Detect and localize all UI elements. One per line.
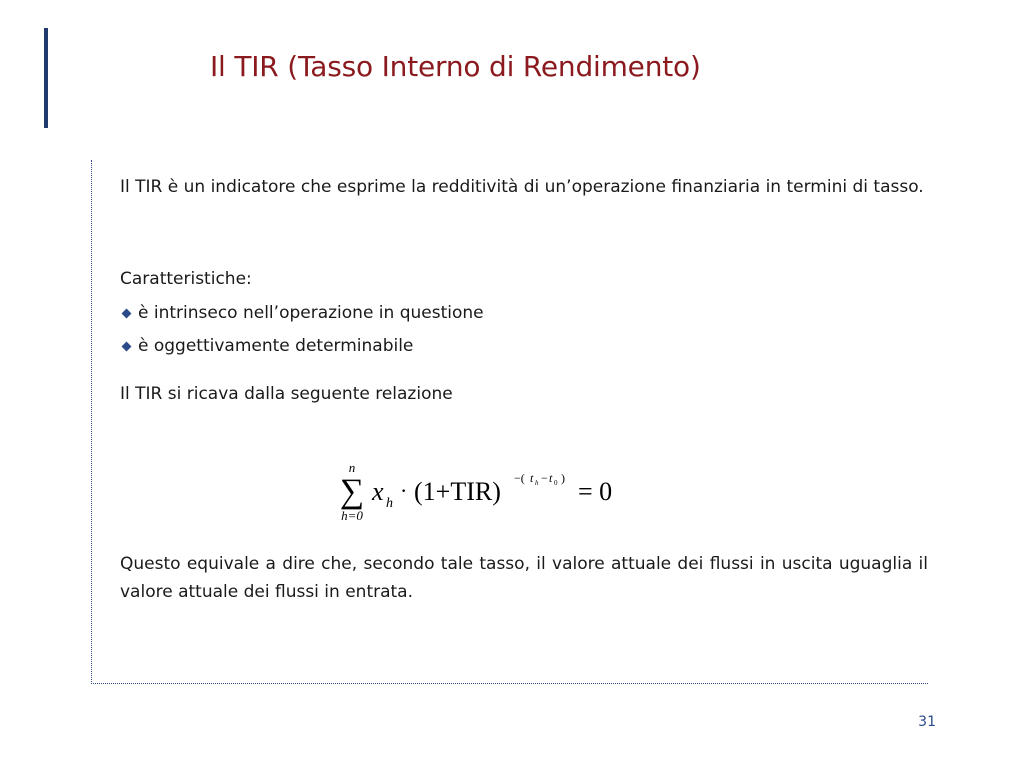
diamond-bullet-icon <box>122 342 132 352</box>
exponent-minus: − <box>541 471 548 485</box>
exponent-t1: t <box>530 471 534 485</box>
exponent-t2-subscript: 0 <box>554 479 558 487</box>
equals-zero: = 0 <box>578 477 613 506</box>
exponent-prefix: −( <box>514 471 525 485</box>
sum-lower-limit: h=0 <box>341 508 363 523</box>
term-variable: x <box>372 477 384 506</box>
exponent-t1-subscript: h <box>535 479 539 487</box>
characteristics-list <box>120 297 484 363</box>
list-item <box>120 297 484 330</box>
intro-paragraph: Il TIR è un indicatore che esprime la redditività di un’operazione finanziaria in termini di tasso. <box>120 177 924 197</box>
list-item-text: è oggettivamente determinabile <box>138 336 414 356</box>
characteristics-heading: Caratteristiche: <box>120 269 252 289</box>
relation-intro: Il TIR si ricava dalla seguente relazione <box>120 384 453 404</box>
diamond-bullet-icon <box>122 309 132 319</box>
slide-title: Il TIR (Tasso Interno di Rendimento) <box>210 50 701 83</box>
exponent-suffix: ) <box>561 471 565 485</box>
sum-upper-limit: n <box>348 460 356 475</box>
tir-formula <box>334 458 634 528</box>
multiplication-dot: · <box>400 478 408 503</box>
page-number: 31 <box>918 714 936 730</box>
exponent-t2: t <box>549 471 553 485</box>
base-expression: (1+TIR) <box>414 477 501 506</box>
sum-symbol: ∑ <box>339 473 365 510</box>
title-accent-bar <box>44 28 48 128</box>
list-item <box>120 330 484 363</box>
list-item-text: è intrinseco nell’operazione in questione <box>138 303 484 323</box>
term-subscript: h <box>386 496 393 511</box>
conclusion-paragraph: Questo equivale a dire che, secondo tale tasso, il valore attuale dei flussi in uscita uguaglia il valore attuale dei flussi in entrata. <box>120 554 928 602</box>
